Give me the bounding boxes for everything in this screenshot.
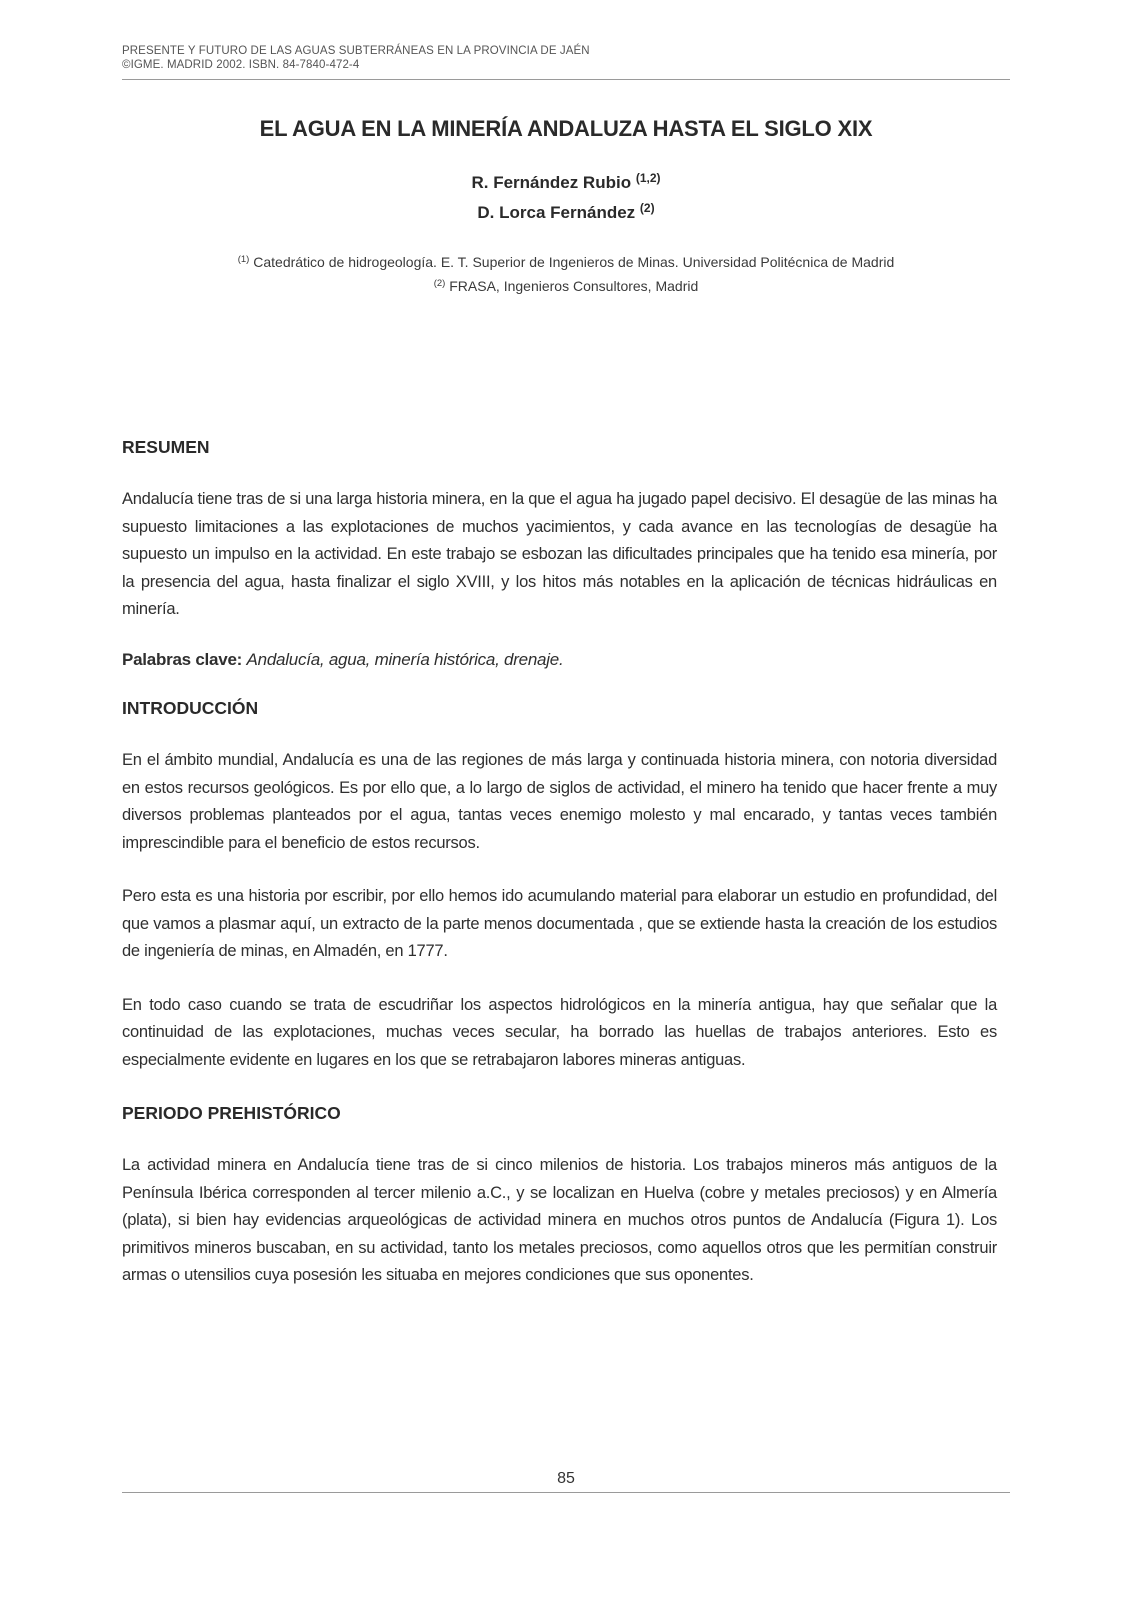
- author-list: [122, 168, 1010, 228]
- paper-title: EL AGUA EN LA MINERÍA ANDALUZA HASTA EL SIGLO XIX: [259, 116, 873, 141]
- keywords: [122, 646, 997, 674]
- affiliation-2: [122, 274, 1010, 298]
- author-affiliation-mark: (2): [639, 201, 655, 215]
- affiliation-text: Catedrático de hidrogeología. E. T. Superior de Ingenieros de Minas. Universidad Politécnica de Madrid: [253, 254, 895, 270]
- footer-divider: [122, 1492, 1010, 1493]
- body-paragraph: En todo caso cuando se trata de escudriñar los aspectos hidrológicos en la minería antigua, hay que señalar que la continuidad de las explotaciones, muchas veces secular, ha borrado las huellas de trabajos anteriores. Esto es especialmente evidente en lugares en los que se retrabajaron labores mineras antiguas.: [122, 995, 997, 1069]
- author-1: [122, 168, 1010, 198]
- keywords-label: Palabras clave:: [122, 649, 243, 669]
- running-header: [122, 44, 1010, 72]
- section-heading-introduccion: INTRODUCCIÓN: [122, 698, 259, 718]
- author-2: [122, 198, 1010, 228]
- affiliation-mark: (2): [433, 278, 446, 289]
- affiliation-text: FRASA, Ingenieros Consultores, Madrid: [449, 278, 699, 294]
- body-paragraph: Pero esta es una historia por escribir, por ello hemos ido acumulando material para elaborar un estudio en profundidad, del que vamos a plasmar aquí, un extracto de la parte menos documentada , que se extiende hasta la creación de los estudios de ingeniería de minas, en Almadén, en 1777.: [122, 887, 997, 960]
- body-paragraph: En el ámbito mundial, Andalucía es una de las regiones de más larga y continuada historia minera, con notoria diversidad en estos recursos geológicos. Es por ello que, a lo largo de siglos de actividad, el minero ha tenido que hacer frente a muy diversos problemas planteados por el agua, tantas veces enemigo molesto y mal encarado, y tantas veces también imprescindible para el beneficio de estos recursos.: [122, 751, 997, 852]
- running-header-line-2: ©IGME. MADRID 2002. ISBN. 84-7840-472-4: [122, 59, 360, 71]
- body-column: [122, 434, 997, 1290]
- author-affiliation-mark: (1,2): [635, 171, 661, 185]
- affiliation-list: [122, 250, 1010, 298]
- abstract-paragraph: Andalucía tiene tras de si una larga historia minera, en la que el agua ha jugado papel decisivo. El desagüe de las minas ha supuesto limitaciones a las explotaciones de muchos yacimientos, y cada avance en las tecnologías de desagüe ha supuesto un impulso en la actividad. En este trabajo se esbozan las dificultades principales que ha tenido esa minería, por la presencia del agua, hasta finalizar el siglo XVIII, y los hitos más notables en la aplicación de técnicas hidráulicas en minería.: [122, 490, 997, 618]
- affiliation-mark: (1): [237, 254, 250, 265]
- running-header-line-1: PRESENTE Y FUTURO DE LAS AGUAS SUBTERRÁNEAS EN LA PROVINCIA DE JAÉN: [122, 45, 590, 57]
- section-heading-periodo-prehistorico: PERIODO PREHISTÓRICO: [122, 1103, 341, 1123]
- author-name: R. Fernández Rubio: [471, 173, 632, 192]
- body-paragraph: La actividad minera en Andalucía tiene tras de si cinco milenios de historia. Los trabajos mineros más antiguos de la Península Ibérica corresponden al tercer milenio a.C., y se localizan en Huelva (cobre y metales preciosos) y en Almería (plata), si bien hay evidencias arqueológicas de actividad minera en muchos otros puntos de Andalucía (Figura 1). Los primitivos mineros buscaban, en su actividad, tanto los metales preciosos, como aquellos otros que les permitían construir armas o utensilios cuya posesión les situaba en mejores condiciones que sus oponentes.: [122, 1156, 997, 1284]
- section-heading-resumen: RESUMEN: [122, 437, 210, 457]
- page-number: 85: [557, 1470, 575, 1487]
- header-divider: [122, 79, 1010, 80]
- keywords-value: Andalucía, agua, minería histórica, drenaje.: [246, 649, 564, 669]
- author-name: D. Lorca Fernández: [477, 203, 636, 222]
- affiliation-1: [122, 250, 1010, 274]
